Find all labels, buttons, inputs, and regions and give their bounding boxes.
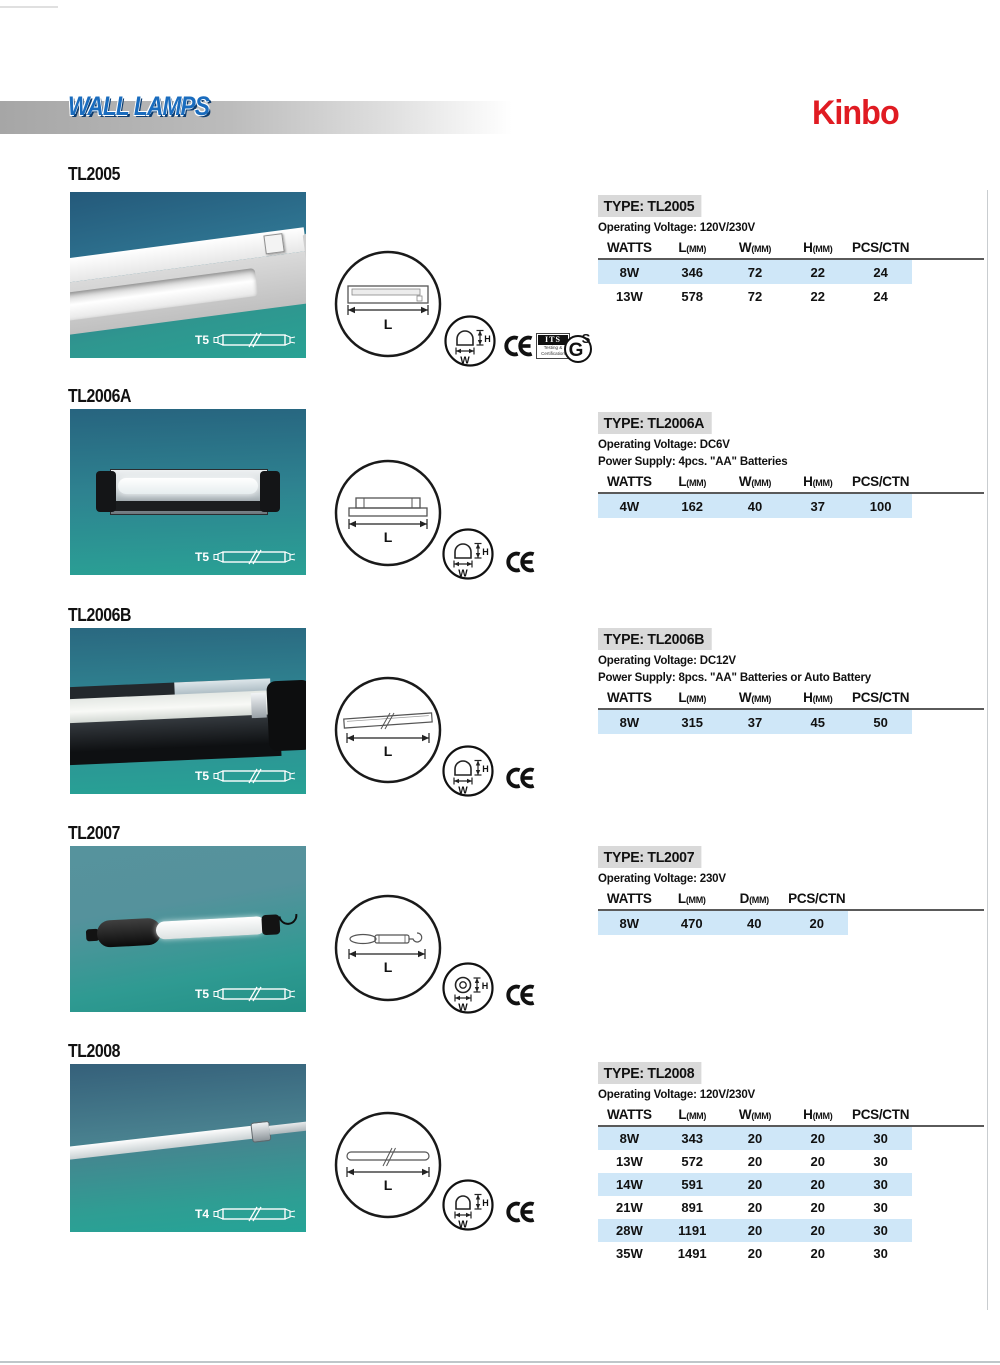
type-label: TYPE: TL2005 — [598, 195, 702, 217]
lamp-part — [269, 1120, 306, 1135]
table-row — [598, 1127, 912, 1150]
spec-table — [598, 473, 984, 518]
width-label: W — [458, 1219, 468, 1231]
spec-cell: 20 — [747, 1223, 763, 1238]
ce-mark-icon — [499, 1197, 537, 1227]
spec-cell: 572 — [681, 1154, 704, 1169]
spec-column-header: H(MM) — [803, 240, 833, 255]
dimension-circle-diagram — [333, 1110, 443, 1220]
spec-note: Operating Voltage: DC12V — [598, 653, 736, 667]
spec-column-header: L(MM) — [678, 1107, 707, 1122]
table-row — [598, 284, 912, 308]
spec-cell: 20 — [747, 1200, 763, 1215]
table-row — [598, 494, 912, 518]
table-row — [598, 1173, 912, 1196]
type-label: TYPE: TL2006A — [598, 412, 712, 434]
spec-cell: 35W — [616, 1246, 643, 1261]
height-label: H — [482, 547, 489, 557]
lamp-illustration — [70, 676, 306, 769]
spec-column-header: W(MM) — [738, 1107, 772, 1122]
tube-spec-icon — [195, 548, 298, 566]
dimension-circle-diagram — [333, 675, 443, 785]
tube-spec-icon — [195, 767, 298, 785]
spec-cell: 30 — [873, 1223, 888, 1238]
height-label: H — [484, 334, 491, 344]
fluorescent-tube-icon — [212, 1205, 298, 1223]
tube-type-label: T5 — [194, 769, 209, 783]
spec-cell: 591 — [681, 1177, 704, 1192]
type-label: TYPE: TL2008 — [598, 1062, 702, 1084]
spec-column-header: H(MM) — [803, 474, 833, 489]
spec-cell: 8W — [619, 1131, 640, 1146]
table-row — [598, 260, 912, 284]
length-dimension-label: L — [383, 959, 393, 975]
spec-cell: 20 — [810, 1131, 826, 1146]
spec-table — [598, 239, 984, 308]
height-label: H — [482, 764, 489, 774]
lamp-switch — [263, 233, 284, 254]
spec-cell: 13W — [616, 288, 643, 304]
spec-note: Operating Voltage: 120V/230V — [598, 1087, 756, 1101]
spec-cell: 1191 — [678, 1223, 707, 1238]
fluorescent-tube-icon — [212, 331, 298, 349]
spec-column-header: L(MM) — [677, 891, 706, 906]
type-label: TYPE: TL2006B — [598, 628, 712, 650]
spec-cell: 891 — [681, 1200, 704, 1215]
fluorescent-tube-icon — [212, 548, 298, 566]
spec-cell: 22 — [810, 264, 826, 280]
spec-column-header: D(MM) — [739, 891, 769, 906]
spec-column-header: H(MM) — [803, 1107, 833, 1122]
spec-cell: 72 — [747, 264, 763, 280]
spec-note: Operating Voltage: 230V — [598, 871, 726, 885]
product-photo — [70, 409, 306, 575]
spec-cell: 346 — [681, 264, 704, 280]
spec-cell: 20 — [810, 1154, 826, 1169]
spec-column-header: WATTS — [607, 240, 652, 255]
spec-column-header: PCS/CTN — [852, 240, 910, 255]
product-code: TL2008 — [68, 1041, 120, 1061]
spec-cell: 28W — [616, 1223, 643, 1238]
spec-cell: 37 — [810, 498, 826, 514]
lamp-part — [112, 501, 264, 511]
spec-cell: 20 — [809, 915, 824, 931]
tube-spec-icon — [195, 985, 298, 1003]
dimension-circle-diagram — [333, 893, 443, 1003]
spec-table — [598, 1106, 984, 1265]
gs-mark-icon — [563, 329, 593, 365]
spec-cell: 8W — [619, 915, 639, 931]
page-title: WALL LAMPS — [68, 91, 210, 121]
spec-column-header: WATTS — [607, 1107, 652, 1122]
lamp-part — [118, 478, 258, 494]
lamp-illustration — [85, 911, 294, 950]
spec-cell: 20 — [747, 1131, 763, 1146]
table-row — [598, 710, 912, 734]
spec-cell: 470 — [680, 915, 703, 931]
tube-type-label: T5 — [194, 550, 209, 564]
spec-note: Power Supply: 8pcs. "AA" Batteries or Auto Battery — [598, 670, 871, 684]
product-code: TL2007 — [68, 823, 120, 843]
page-edge-line — [987, 190, 988, 1310]
lamp-part — [251, 693, 267, 719]
spec-cell: 20 — [747, 1154, 763, 1169]
spec-cell: 40 — [747, 498, 763, 514]
ce-mark-icon — [497, 331, 535, 361]
table-row — [598, 1150, 912, 1173]
spec-cell: 21W — [616, 1200, 643, 1215]
ce-mark-icon — [499, 980, 537, 1010]
spec-cell: 30 — [873, 1200, 888, 1215]
spec-cell: 30 — [873, 1246, 888, 1261]
spec-cell: 20 — [747, 1177, 763, 1192]
spec-column-header: L(MM) — [678, 240, 707, 255]
spec-table — [598, 890, 984, 935]
fluorescent-tube-icon — [212, 985, 298, 1003]
spec-note: Power Supply: 4pcs. "AA" Batteries — [598, 454, 788, 468]
dimension-circle-diagram — [333, 249, 443, 359]
width-label: W — [458, 568, 468, 580]
table-row — [598, 1219, 912, 1242]
spec-cell: 20 — [810, 1200, 826, 1215]
spec-column-header: WATTS — [607, 474, 652, 489]
spec-cell: 30 — [873, 1154, 888, 1169]
length-dimension-label: L — [383, 529, 393, 545]
product-photo — [70, 1064, 306, 1232]
width-label: W — [458, 1002, 468, 1014]
spec-cell: 8W — [619, 714, 640, 730]
spec-cell: 14W — [616, 1177, 643, 1192]
gs-mark-s: S — [581, 331, 591, 346]
spec-panel — [598, 412, 984, 518]
spec-column-header: WATTS — [606, 891, 652, 906]
spec-column-header: L(MM) — [678, 690, 707, 705]
spec-cell: 315 — [681, 714, 704, 730]
diameter-height-icon — [441, 961, 495, 1015]
spec-cell: 24 — [873, 288, 888, 304]
spec-cell: 20 — [747, 1246, 763, 1261]
width-label: W — [460, 355, 470, 367]
tube-spec-icon — [195, 331, 298, 349]
table-row — [598, 1242, 912, 1265]
tube-spec-icon — [195, 1205, 298, 1223]
tube-type-label: T5 — [194, 987, 209, 1001]
spec-cell: 1491 — [677, 1246, 707, 1261]
spec-column-header: W(MM) — [738, 690, 772, 705]
spec-note: Operating Voltage: 120V/230V — [598, 220, 756, 234]
length-dimension-label: L — [383, 1177, 393, 1193]
spec-panel — [598, 846, 984, 935]
spec-note: Operating Voltage: DC6V — [598, 437, 730, 451]
spec-column-header: PCS/CTN — [788, 891, 846, 906]
table-row — [598, 911, 848, 935]
ce-mark-icon — [499, 763, 537, 793]
lamp-illustration — [70, 227, 306, 341]
its-mark-title: ITS — [538, 335, 568, 345]
spec-cell: 343 — [681, 1131, 704, 1146]
spec-table-header-row — [598, 1106, 912, 1123]
spec-cell: 45 — [810, 714, 826, 730]
product-code: TL2006A — [68, 386, 131, 406]
length-dimension-label: L — [383, 316, 393, 332]
spec-cell: 100 — [869, 498, 892, 514]
lamp-part — [96, 471, 116, 512]
spec-cell: 20 — [810, 1177, 826, 1192]
spec-column-header: PCS/CTN — [852, 690, 910, 705]
spec-cell: 20 — [810, 1223, 826, 1238]
width-label: W — [458, 785, 468, 797]
spec-table-header-row — [598, 239, 912, 256]
brand-logo: Kinbo — [812, 94, 899, 132]
lamp-part — [70, 714, 282, 766]
spec-table — [598, 689, 984, 734]
tube-type-label: T4 — [194, 1207, 209, 1221]
lamp-part — [156, 916, 267, 940]
spec-column-header: W(MM) — [738, 240, 772, 255]
spec-column-header: PCS/CTN — [852, 474, 910, 489]
product-photo — [70, 628, 306, 794]
product-photo — [70, 846, 306, 1012]
spec-cell: 22 — [810, 288, 826, 304]
its-mark-subtitle: Certification — [541, 351, 565, 357]
spec-cell: 4W — [619, 498, 640, 514]
spec-cell: 30 — [873, 1177, 888, 1192]
spec-cell: 40 — [747, 915, 762, 931]
height-label: H — [482, 1198, 489, 1208]
spec-column-header: WATTS — [607, 690, 652, 705]
spec-cell: 72 — [747, 288, 763, 304]
product-photo — [70, 192, 306, 358]
spec-table-header-row — [598, 473, 912, 490]
tube-type-label: T5 — [194, 333, 209, 347]
spec-cell: 13W — [616, 1154, 643, 1169]
spec-column-header: PCS/CTN — [852, 1107, 910, 1122]
lamp-illustration — [70, 1115, 306, 1167]
page-bottom-edge — [0, 1361, 1000, 1363]
lamp-part — [260, 471, 280, 512]
spec-cell: 8W — [619, 264, 640, 280]
product-code: TL2005 — [68, 164, 120, 184]
spec-cell: 578 — [681, 288, 704, 304]
page-edge-artifact — [0, 6, 58, 8]
lamp-part — [96, 918, 161, 948]
spec-column-header: L(MM) — [678, 474, 707, 489]
type-label: TYPE: TL2007 — [598, 846, 702, 868]
lamp-part — [70, 1124, 270, 1161]
ce-mark-icon — [499, 547, 537, 577]
spec-panel — [598, 1062, 984, 1265]
length-dimension-label: L — [383, 743, 393, 759]
width-height-icon — [441, 744, 495, 798]
spec-table-header-row — [598, 890, 848, 907]
spec-cell: 30 — [873, 1131, 888, 1146]
gs-mark-g: G — [568, 340, 584, 361]
height-label: H — [481, 981, 489, 991]
dimension-circle-diagram — [333, 458, 443, 568]
lamp-illustration — [96, 469, 280, 515]
its-mark-subtitle: Testing & — [543, 345, 563, 351]
spec-cell: 37 — [747, 714, 763, 730]
spec-panel — [598, 195, 984, 308]
spec-panel — [598, 628, 984, 734]
spec-cell: 20 — [810, 1246, 826, 1261]
width-height-icon — [443, 314, 497, 368]
lamp-part — [250, 1121, 271, 1143]
product-code: TL2006B — [68, 605, 131, 625]
table-row — [598, 1196, 912, 1219]
fluorescent-tube-icon — [212, 767, 298, 785]
spec-cell: 50 — [873, 714, 888, 730]
width-height-icon — [441, 1178, 495, 1232]
spec-cell: 162 — [681, 498, 704, 514]
spec-column-header: H(MM) — [803, 690, 833, 705]
spec-column-header: W(MM) — [738, 474, 772, 489]
width-height-icon — [441, 527, 495, 581]
spec-table-header-row — [598, 689, 912, 706]
spec-cell: 24 — [873, 264, 888, 280]
lamp-part — [266, 680, 306, 752]
